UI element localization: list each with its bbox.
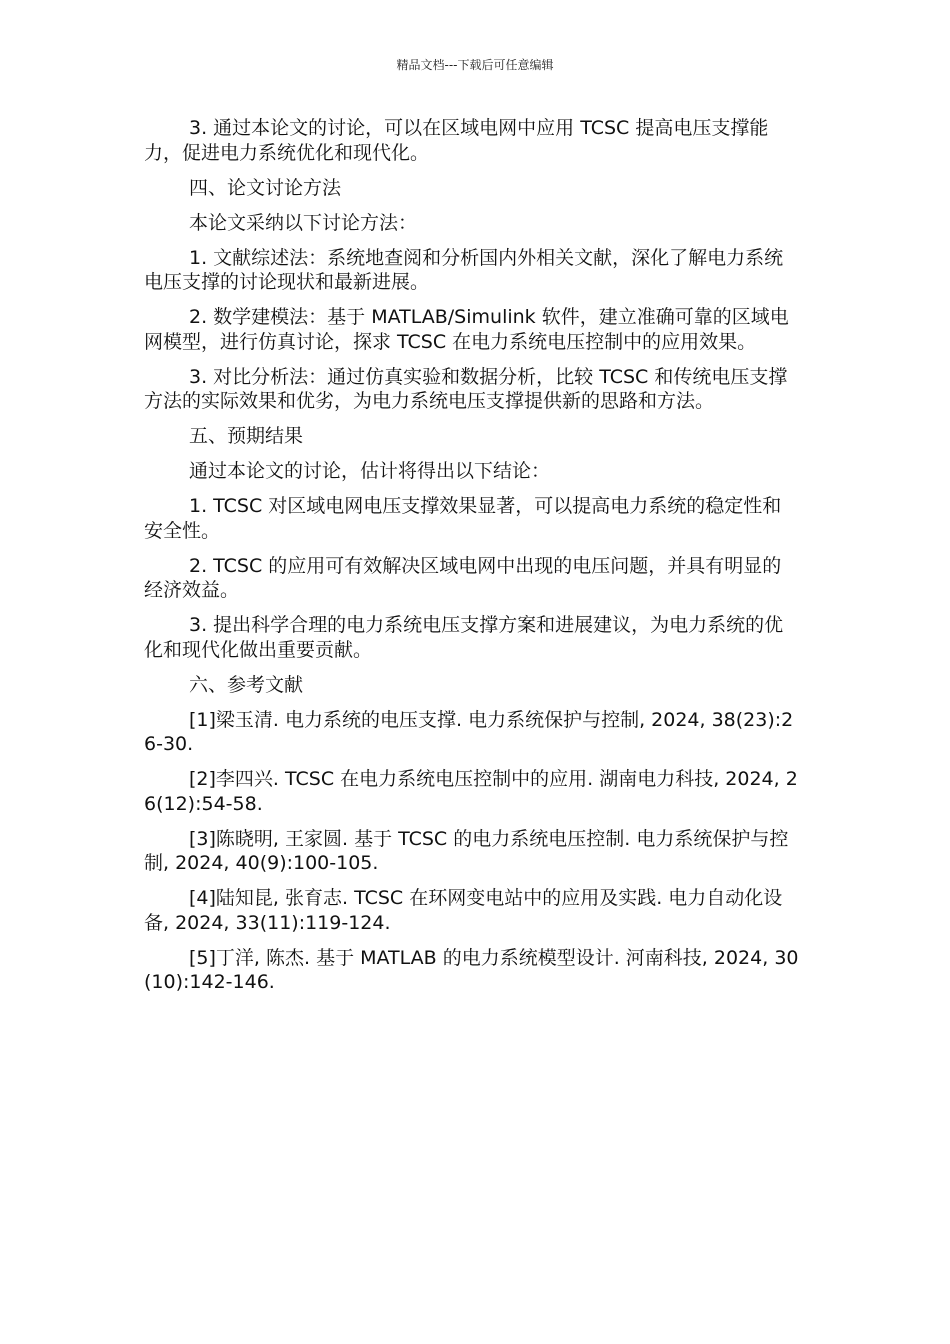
method-item-3: 3. 对比分析法：通过仿真实验和数据分析，比较 TCSC 和传统电压支撑方法的实际效果和优劣，为电力系统电压支撑提供新的思路和方法。 [144,365,788,412]
section-heading-methods: 四、论文讨论方法 [189,176,342,199]
reference-item-5: [5]丁洋, 陈杰. 基于 MATLAB 的电力系统模型设计. 河南科技, 2024, 30(10):142-146. [144,946,799,993]
reference-item-4: [4]陆知昆, 张育志. TCSC 在环网变电站中的应用及实践. 电力自动化设备, 2024, 33(11):119-124. [144,887,783,934]
result-item-3: 3. 提出科学合理的电力系统电压支撑方案和进展建议，为电力系统的优化和现代化做出重要贡献。 [144,614,784,661]
methods-intro: 本论文采纳以下讨论方法： [189,211,418,234]
reference-item-2: [2]李四兴. TCSC 在电力系统电压控制中的应用. 湖南电力科技, 2024, 26(12):54-58. [144,768,798,815]
section-heading-expected-results: 五、预期结果 [189,425,304,447]
objective-item-3: 3. 通过本论文的讨论，可以在区域电网中应用 TCSC 提高电压支撑能力，促进电力系统优化和现代化。 [144,117,769,164]
page-header: 精品文档---下载后可任意编辑 [396,58,554,72]
method-item-2: 2. 数学建模法：基于 MATLAB/Simulink 软件，建立准确可靠的区域电网模型，进行仿真讨论，探求 TCSC 在电力系统电压控制中的应用效果。 [144,306,789,353]
results-intro: 通过本论文的讨论，估计将得出以下结论： [189,460,551,482]
reference-item-1: [1]梁玉清. 电力系统的电压支撑. 电力系统保护与控制, 2024, 38(23):26-30. [144,708,794,755]
section-heading-references: 六、参考文献 [189,673,304,696]
result-item-2: 2. TCSC 的应用可有效解决区域电网中出现的电压问题，并具有明显的经济效益。 [144,554,782,601]
reference-item-3: [3]陈晓明, 王家圆. 基于 TCSC 的电力系统电压控制. 电力系统保护与控制, 2024, 40(9):100-105. [144,827,789,874]
result-item-1: 1. TCSC 对区域电网电压支撑效果显著，可以提高电力系统的稳定性和安全性。 [144,495,782,542]
document-body [144,116,800,1005]
method-item-1: 1. 文献综述法：系统地查阅和分析国内外相关文献，深化了解电力系统电压支撑的讨论现状和最新进展。 [144,246,784,293]
